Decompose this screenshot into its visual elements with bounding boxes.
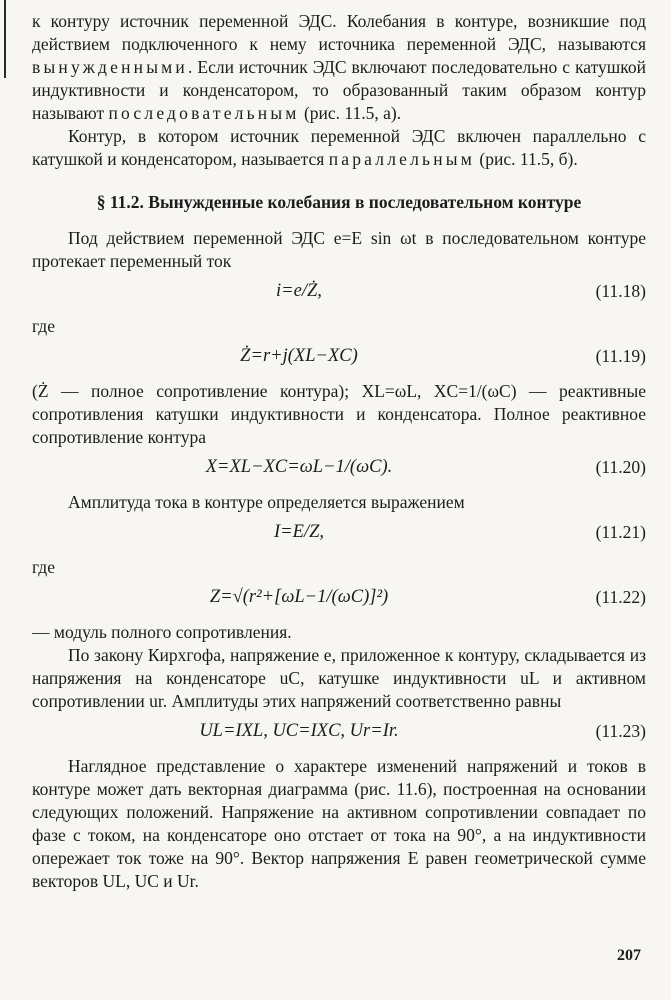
formula-expression: I=E/Z, xyxy=(274,522,324,542)
paragraph-vector-diagram: Наглядное представление о характере изменений напряжений и токов в контуре может дать векторная диаграмма (рис. 11.6), построенная на основании следующих положений. Напряжение на активном сопротивлении совпадает по фазе с током, на конденсаторе оно отстает от тока на 90°, а на индуктивности опережает ток тоже на 90°. Вектор напряжения E равен геометрической сумме векторов UL, UC и Ur. xyxy=(32,756,646,891)
formula-expression: UL=IXL, UC=IXC, Ur=Ir. xyxy=(199,721,399,741)
paragraph-kirchhoff: По закону Кирхгофа, напряжение e, приложенное к контуру, складывается из напряжения на конденсаторе uC, катушке индуктивности uL и активном сопротивлении ur. Амплитуды этих напряжений соответственно равны xyxy=(32,645,646,711)
section-heading: § 11.2. Вынужденные колебания в последовательном контуре xyxy=(96,192,582,212)
margin-rule xyxy=(4,0,6,78)
formula-expression: Ż=r+j(XL−XC) xyxy=(240,346,358,366)
formula-11-18 xyxy=(32,276,646,309)
term-forced: вынужденными xyxy=(32,57,188,77)
equation-number: (11.23) xyxy=(595,721,646,741)
paragraph-reactance: (Ż — полное сопротивление контура); XL=ωL, XC=1/(ωC) — реактивные сопротивления катушки индуктивности и конденсатора. Полное реактивное сопротивление контура xyxy=(32,381,646,447)
paragraph-amplitude: Амплитуда тока в контуре определяется выражением xyxy=(68,492,465,512)
page-number: 207 xyxy=(617,947,641,964)
formula-expression: X=XL−XC=ωL−1/(ωC). xyxy=(205,457,393,477)
formula-11-23 xyxy=(32,716,646,749)
term-parallel: параллельным xyxy=(328,149,476,169)
paragraph-emf: Под действием переменной ЭДС e=E sin ωt в последовательном контуре протекает переменный ток xyxy=(32,228,646,271)
paragraph-modulus: — модуль полного сопротивления. xyxy=(32,622,292,642)
paragraph-parallel: Контур, в котором источник переменной ЭДС включен параллельно с катушкой и конденсатором, называется параллельным (рис. 11.5, б). xyxy=(32,126,646,169)
equation-number: (11.22) xyxy=(595,587,646,607)
where-label: где xyxy=(32,316,55,336)
book-page xyxy=(32,10,646,893)
formula-11-20 xyxy=(32,452,646,485)
equation-number: (11.18) xyxy=(595,281,646,301)
equation-number: (11.20) xyxy=(595,457,646,477)
formula-expression: i=e/Ż, xyxy=(276,281,322,301)
formula-11-21 xyxy=(32,517,646,550)
paragraph-intro: к контуру источник переменной ЭДС. Колебания в контуре, возникшие под действием подключенного к нему источника переменной ЭДС, называются вынужденными. Если источник ЭДС включают последовательно с катушкой индуктивности и конденсатором, то образованный таким образом контур называют последовательным (рис. 11.5, а). xyxy=(32,11,646,123)
equation-number: (11.21) xyxy=(595,522,646,542)
where-label: где xyxy=(32,557,55,577)
term-series: последовательным xyxy=(108,103,300,123)
formula-11-19 xyxy=(32,341,646,374)
formula-expression: Z=√(r²+[ωL−1/(ωC)]²) xyxy=(209,587,389,607)
equation-number: (11.19) xyxy=(595,346,646,366)
formula-11-22 xyxy=(32,582,646,615)
